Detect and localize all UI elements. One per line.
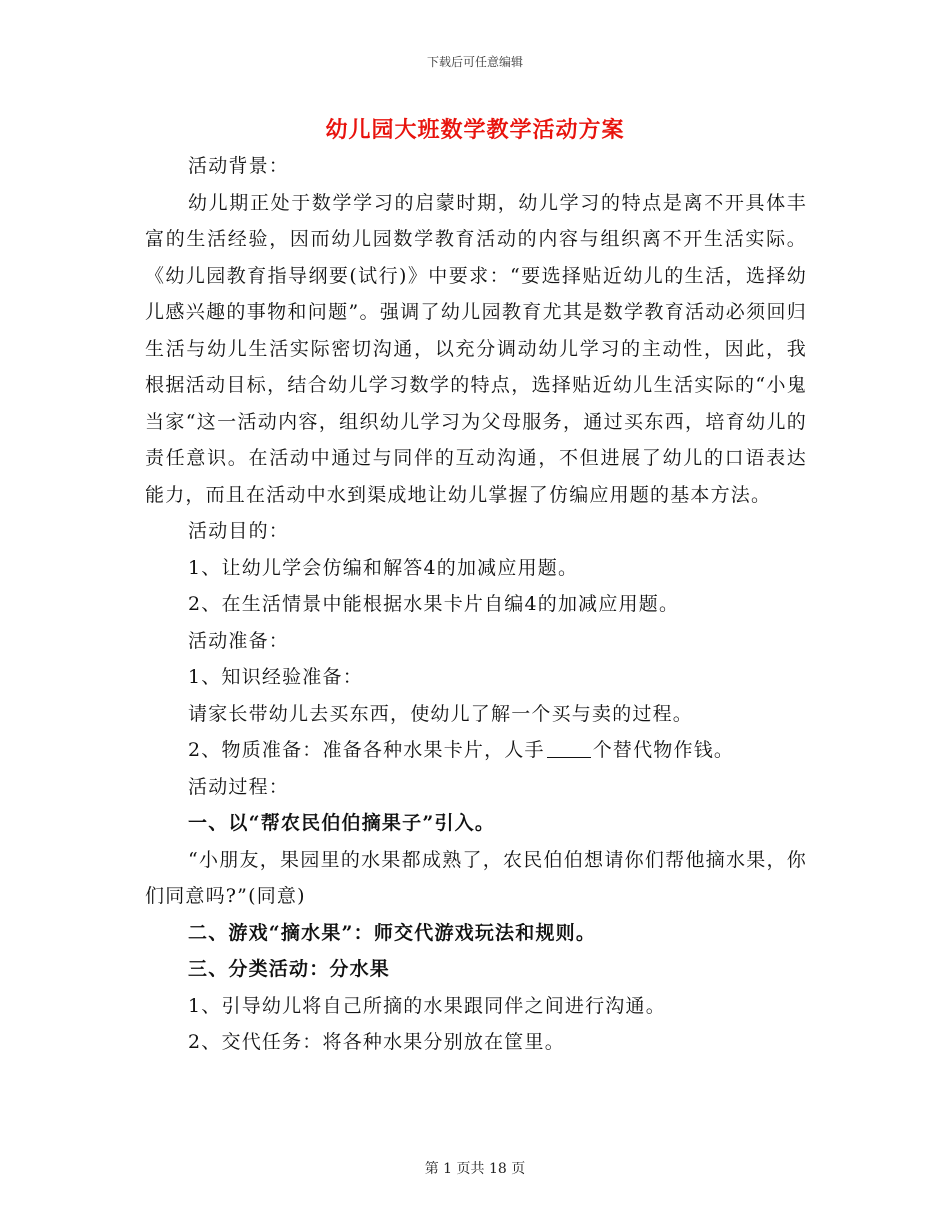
prep-item-1: 1、知识经验准备： bbox=[188, 666, 363, 688]
step-1-quote: “小朋友，果园里的水果都成熟了，农民伯伯想请你们帮他摘水果，你们同意吗?”(同意) bbox=[145, 848, 807, 907]
prep-item-2 bbox=[145, 732, 807, 769]
step-1-title: 一、以“帮农民伯伯摘果子”引入。 bbox=[188, 812, 496, 834]
prep-item-1-detail: 请家长带幼儿去买东西，使幼儿了解一个买与卖的过程。 bbox=[188, 702, 694, 725]
page-title: 幼儿园大班数学教学活动方案 bbox=[325, 117, 625, 143]
prep-heading: 活动准备： bbox=[188, 629, 290, 652]
header-note: 下载后可任意编辑 bbox=[426, 55, 523, 69]
background-heading: 活动背景： bbox=[188, 155, 290, 177]
background-paragraph: 幼儿期正处于数学学习的启蒙时期，幼儿学习的特点是离不开具体丰富的生活经验，因而幼儿园数学教育活动的内容与组织离不开生活实际。《幼儿园教育指导纲要(试行)》中要求：“要选择贴近幼儿的生活，选择幼儿感兴趣的事物和问题”。强调了幼儿园教育尤其是数学教育活动必须回归生活与幼儿生活实际密切沟通，以充分调动幼儿学习的主动性，因此，我根据活动目标，结合幼儿学习数学的特点，选择贴近幼儿生活实际的“小鬼当家“这一活动内容，组织幼儿学习为父母服务，通过买东西，培育幼儿的责任意识。在活动中通过与同伴的互动沟通，不但进展了幼儿的口语表达能力，而且在活动中水到渠成地让幼儿掌握了仿编应用题的基本方法。 bbox=[145, 191, 807, 506]
process-heading: 活动过程： bbox=[188, 775, 290, 798]
document-body bbox=[145, 148, 807, 1061]
goal-item-1: 1、让幼儿学会仿编和解答4的加减应用题。 bbox=[188, 556, 579, 579]
goal-item-2: 2、在生活情景中能根据水果卡片自编4的加减应用题。 bbox=[188, 593, 680, 615]
step-3-item-1: 1、引导幼儿将自己所摘的水果跟同伴之间进行沟通。 bbox=[188, 994, 666, 1017]
goals-heading: 活动目的： bbox=[188, 520, 290, 542]
step-3-item-2: 2、交代任务：将各种水果分别放在筐里。 bbox=[188, 1031, 565, 1053]
page-footer: 第 1 页共 18 页 bbox=[424, 1161, 526, 1177]
prep-item-2-after: 个替代物作钱。 bbox=[592, 739, 735, 761]
step-3-title: 三、分类活动：分水果 bbox=[188, 958, 391, 980]
step-2-title: 二、游戏“摘水果”：师交代游戏玩法和规则。 bbox=[188, 921, 597, 944]
fill-blank bbox=[547, 739, 591, 758]
prep-item-2-before: 2、物质准备：准备各种水果卡片，人手 bbox=[188, 739, 545, 761]
